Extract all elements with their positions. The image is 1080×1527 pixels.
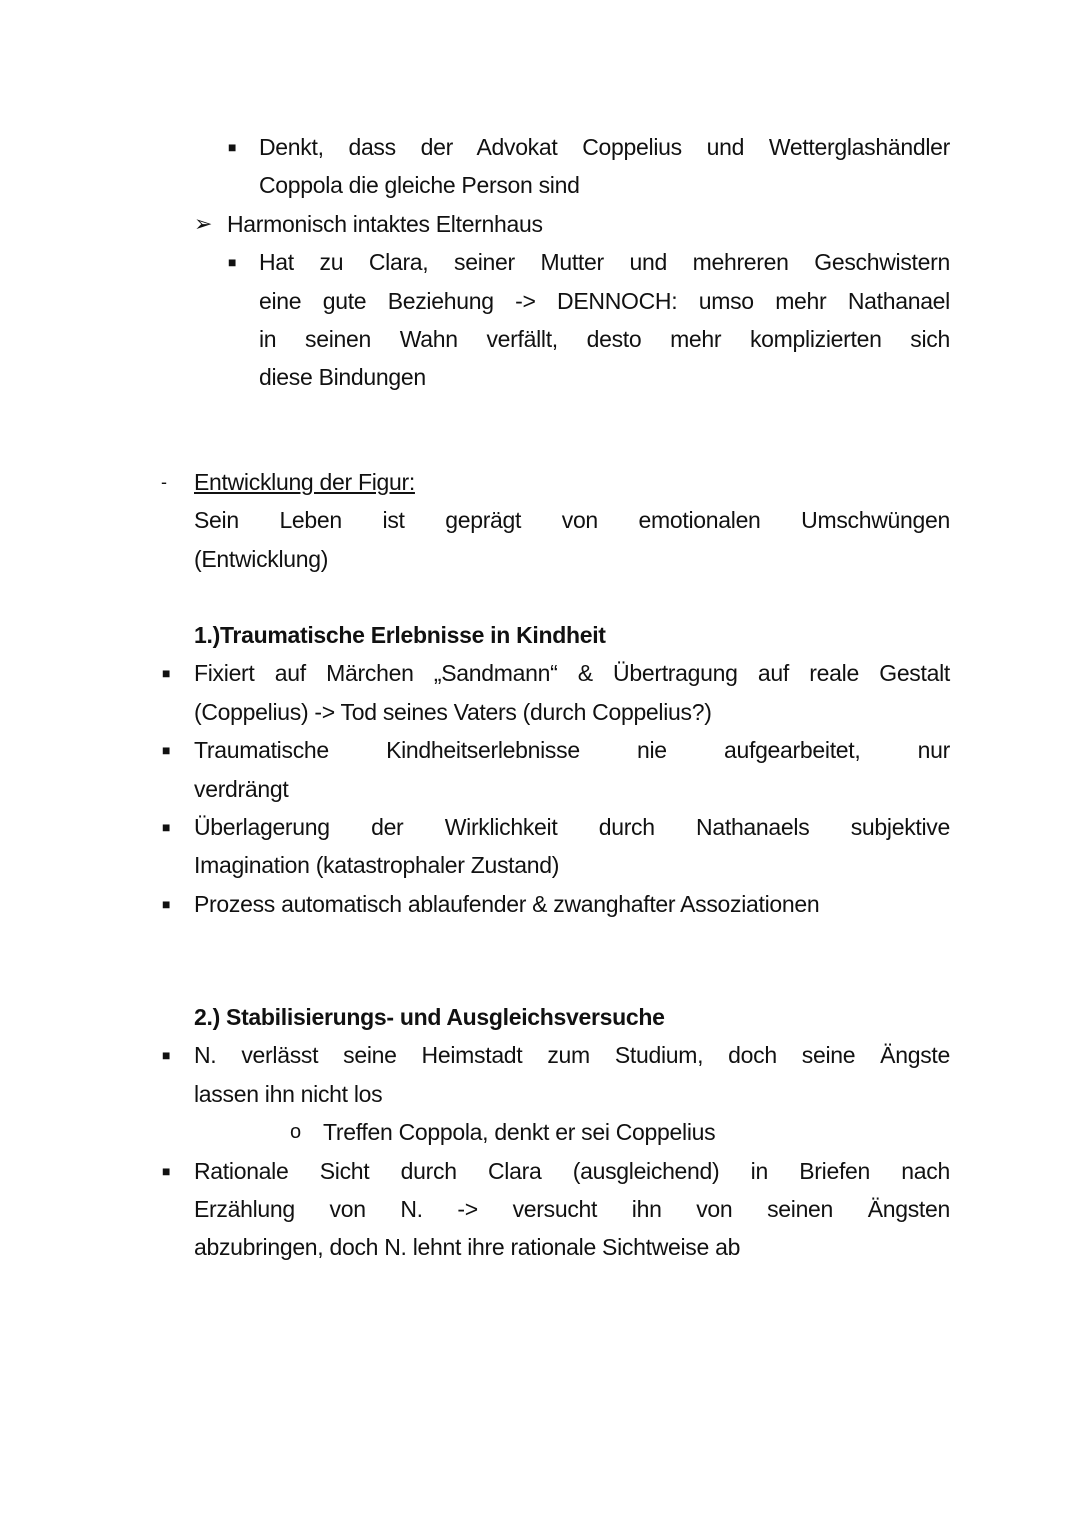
bullet-text: N. verlässt seine Heimstadt zum Studium, doch seine Ängste — [194, 1042, 950, 1069]
bullet-text: eine gute Beziehung -> DENNOCH: umso mehr Nathanael — [259, 287, 950, 314]
bullet-text: Prozess automatisch ablaufender & zwanghafter Assoziationen — [194, 890, 820, 917]
bullet-text: (Coppelius) -> Tod seines Vaters (durch Coppelius?) — [194, 698, 712, 725]
bullet-text: Fixiert auf Märchen „Sandmann“ & Übertragung auf reale Gestalt — [194, 660, 950, 687]
bullet-text: Traumatische Kindheitserlebnisse nie aufgearbeitet, nur — [194, 737, 950, 764]
subsection-heading: 2.) Stabilisierungs- und Ausgleichsversuche — [194, 1004, 665, 1030]
square-bullet-icon: ■ — [228, 254, 237, 271]
bullet-text: Rationale Sicht durch Clara (ausgleichend) in Briefen nach — [194, 1157, 950, 1184]
square-bullet-icon: ■ — [162, 1162, 171, 1179]
bullet-text: Hat zu Clara, seiner Mutter und mehreren Geschwistern — [259, 249, 950, 276]
bullet-text: Coppola die gleiche Person sind — [259, 172, 580, 199]
subsection-heading: 1.)Traumatische Erlebnisse in Kindheit — [194, 622, 606, 648]
bullet-text: Imagination (katastrophaler Zustand) — [194, 852, 560, 879]
bullet-text: Erzählung von N. -> versucht ihn von seinen Ängsten — [194, 1195, 950, 1222]
section-heading: Entwicklung der Figur: — [194, 469, 415, 495]
square-bullet-icon: ■ — [162, 742, 171, 759]
bullet-text: verdrängt — [194, 775, 289, 802]
bullet-text: lassen ihn nicht los — [194, 1080, 383, 1107]
circle-bullet-icon: o — [290, 1121, 301, 1144]
square-bullet-icon: ■ — [162, 819, 171, 835]
paragraph-text: (Entwicklung) — [194, 545, 329, 572]
arrow-item-text: Harmonisch intaktes Elternhaus — [227, 210, 543, 237]
bullet-text: abzubringen, doch N. lehnt ihre rationale Sichtweise ab — [194, 1234, 741, 1261]
arrow-bullet-icon: ➢ — [194, 210, 213, 236]
sub-bullet-text: Treffen Coppola, denkt er sei Coppelius — [323, 1119, 716, 1146]
bullet-text: Denkt, dass der Advokat Coppelius und Wetterglashändler — [259, 134, 950, 160]
bullet-text: Überlagerung der Wirklichkeit durch Nathanaels subjektive — [194, 814, 950, 840]
paragraph-text: Sein Leben ist geprägt von emotionalen Umschwüngen — [194, 507, 950, 534]
square-bullet-icon: ■ — [162, 665, 171, 682]
bullet-text: in seinen Wahn verfällt, desto mehr komplizierten sich — [259, 325, 950, 352]
square-bullet-icon: ■ — [162, 895, 171, 912]
dash-bullet-icon: - — [161, 472, 167, 492]
square-bullet-icon: ■ — [162, 1047, 171, 1064]
bullet-text: diese Bindungen — [259, 364, 426, 391]
square-bullet-icon: ■ — [228, 139, 237, 155]
